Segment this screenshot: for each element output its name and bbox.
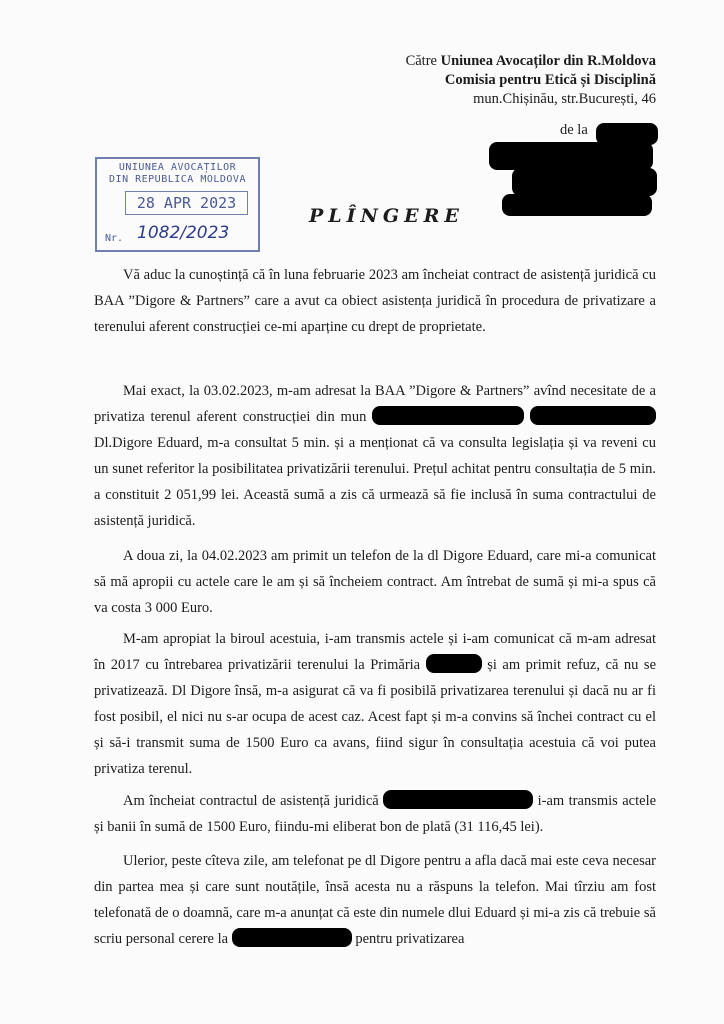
paragraph-6 <box>94 848 656 952</box>
redaction-address-2 <box>530 406 656 425</box>
stamp-line-1: UNIUNEA AVOCAȚILOR <box>118 162 237 173</box>
recipient-prefix: Către <box>405 53 437 69</box>
redaction-address-1 <box>372 406 524 425</box>
paragraph-1 <box>94 262 656 340</box>
paragraph-5-part-1: Am încheiat contractul de asistență juridică <box>123 793 379 809</box>
paragraph-2-part-1: Mai exact, la 03.02.2023, m-am adresat la BAA ”Digore & Partners” avînd necesitate de a privatiza terenul aferent construcției din mun <box>94 383 656 425</box>
recipient-line-2 <box>445 71 656 90</box>
document-title: PLÎNGERE <box>309 205 464 227</box>
redaction-city <box>426 654 482 673</box>
paragraph-2 <box>94 378 656 534</box>
recipient-organization: Uniunea Avocaților din R.Moldova <box>440 53 656 69</box>
stamp-number-value: 1082/2023 <box>137 223 230 243</box>
registration-stamp <box>95 157 260 252</box>
paragraph-6-part-2: pentru privatizarea <box>355 931 465 947</box>
redaction-sender-3 <box>512 168 657 196</box>
recipient-address: mun.Chișinău, str.București, 46 <box>473 91 656 107</box>
paragraph-2-part-2: Dl.Digore Eduard, m-a consultat 5 min. și a menționat că va consulta legislația și va reveni cu un sunet referitor la posibilitatea privatizării terenului. Prețul achitat pentru consultația de 5 min. a constituit 2 051,99 lei. Această sumă a zis că urmează să fie inclusă în suma contractului de asistență juridică. <box>94 435 656 529</box>
paragraph-1-text: Vă aduc la cunoștință că în luna februarie 2023 am încheiat contract de asistență juridică cu BAA ”Digore & Partners” care a avut ca obiect asistența juridică în procedura de privatizare a terenului aferent construcției ce-mi aparține cu drept de proprietate. <box>94 267 656 335</box>
paragraph-6-part-1: Ulerior, peste cîteva zile, am telefonat pe dl Digore pentru a afla dacă mai este ceva necesar din partea mea și care sunt noutățile, însă acesta nu a răspuns la telefon. Mai tîrziu am fost telefonată de o doamnă, care m-a anunțat că este din numele dlui Eduard și mi-a zis că trebuie să scriu personal cerere la <box>94 853 656 947</box>
paragraph-4 <box>94 626 656 782</box>
recipient-line-1 <box>406 52 656 71</box>
redaction-contract <box>383 790 533 809</box>
redaction-sender-4 <box>502 194 652 216</box>
stamp-line-2: DIN REPUBLICA MOLDOVA <box>109 174 246 185</box>
redaction-institution <box>232 928 352 947</box>
sender-label: de la <box>560 122 588 138</box>
paragraph-5-part-2: i-am transmis actele și banii în sumă de 1500 Euro, fiindu-mi eliberat bon de plată (31 116,45 lei). <box>94 793 657 835</box>
recipient-commission: Comisia pentru Etică și Disciplină <box>444 72 656 88</box>
paragraph-3 <box>94 543 656 621</box>
paragraph-4-part-2: și am primit refuz, că nu se privatizează. Dl Digore însă, m-a asigurat că va fi posibilă privatizarea terenului și dacă nu ar fi fost posibil, el nici nu s-ar ocupa de acest caz. Acest fapt și m-a convins să închei contract cu el și să-i transmit suma de 1500 Euro ca avans, fiind sigur în consultația acestuia că voi putea privatiza terenul. <box>94 657 657 777</box>
paragraph-4-part-1: M-am apropiat la biroul acestuia, i-am transmis actele și i-am comunicat că m-am adresat în 2017 cu întrebarea privatizării terenului la Primăria <box>94 631 656 673</box>
stamp-number-label: Nr. <box>105 233 124 244</box>
paragraph-5 <box>94 788 656 840</box>
stamp-date: 28 APR 2023 <box>125 191 248 215</box>
redaction-sender-2 <box>489 142 653 170</box>
paragraph-3-text: A doua zi, la 04.02.2023 am primit un telefon de la dl Digore Eduard, care mi-a comunicat să mă apropii cu actele care le am și să încheiem contract. Am întrebat de sumă și mi-a spus că va costa 3 000 Euro. <box>94 548 656 616</box>
